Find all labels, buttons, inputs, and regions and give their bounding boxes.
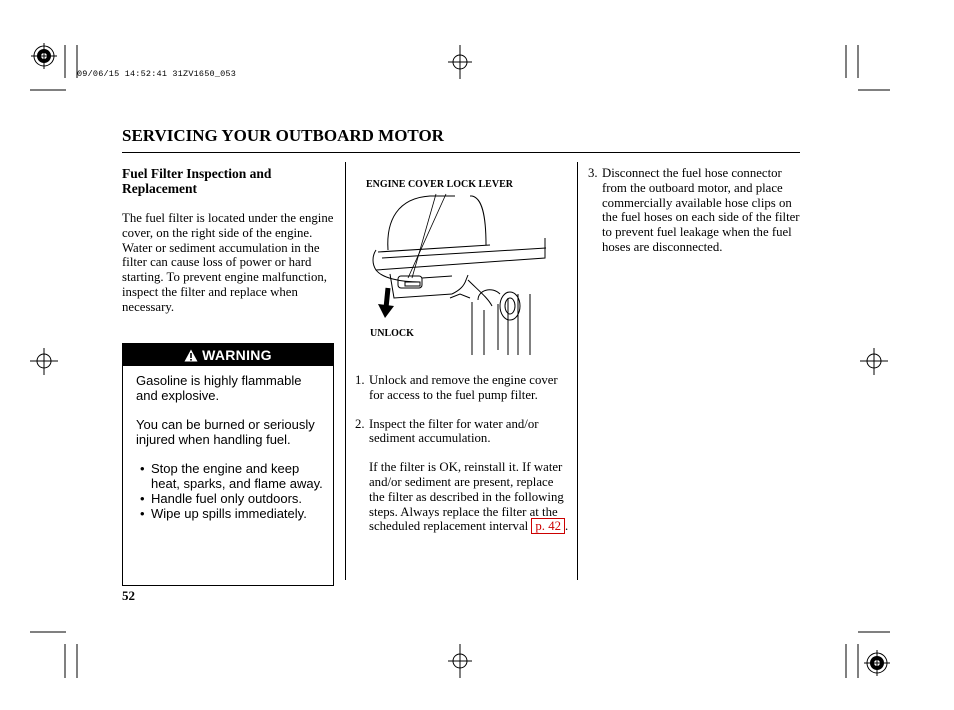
- column-divider-left: [345, 162, 346, 580]
- warning-body: [123, 366, 333, 521]
- warning-box: [122, 343, 334, 586]
- warning-bullet: • Stop the engine and keep heat, sparks, and flame away.: [136, 461, 323, 491]
- step-text: Unlock and remove the engine cover for access to the fuel pump filter.: [369, 373, 558, 402]
- warning-bullet: • Wipe up spills immediately.: [136, 506, 323, 521]
- section-title: SERVICING YOUR OUTBOARD MOTOR: [122, 126, 444, 145]
- figure-label-unlock: UNLOCK: [370, 328, 414, 339]
- step-detail: [355, 460, 570, 534]
- page-reference-link[interactable]: p. 42: [531, 518, 565, 534]
- warning-paragraph-1: Gasoline is highly flammable and explosive.: [136, 373, 302, 403]
- page-number: 52: [122, 588, 135, 603]
- print-stamp: 09/06/15 14:52:41 31ZV1650_053: [77, 69, 237, 79]
- warning-bullet-list: [136, 461, 323, 521]
- intro-text: [122, 211, 334, 315]
- step-item: [588, 166, 803, 255]
- crosshair-right-icon: [860, 348, 888, 375]
- crosshair-bottom-icon: [448, 644, 472, 678]
- warning-label: WARNING: [202, 347, 272, 363]
- steps-list: [355, 373, 570, 534]
- step-detail-text: If the filter is OK, reinstall it. If water and/or sediment are present, replace the filter as described in the following steps. Always replace the filter at the scheduled replacement interval: [369, 460, 564, 534]
- figure-label-lever: ENGINE COVER LOCK LEVER: [366, 179, 513, 190]
- starburst-target-bottom-right-icon: [864, 650, 890, 676]
- step-text: Disconnect the fuel hose connector from the outboard motor, and place commercially available hose clips on the fuel hoses on each side of the filter to prevent fuel leakage when the fuel hoses are disconnected.: [602, 166, 800, 254]
- warning-paragraph-2: You can be burned or seriously injured when handling fuel.: [136, 417, 315, 447]
- step-number: 1.: [355, 373, 365, 387]
- warning-header: [123, 344, 333, 366]
- column-divider-right: [577, 162, 578, 580]
- starburst-target-top-left-icon: [31, 43, 57, 69]
- intro-paragraph-2: Water or sediment accumulation in the filter can cause loss of power or hard starting. To prevent engine malfunction, inspect the filter and replace when necessary.: [122, 240, 327, 314]
- subsection-heading: Fuel Filter Inspection and Replacement: [122, 166, 272, 196]
- step-number: 3.: [588, 166, 598, 180]
- step-text: Inspect the filter for water and/or sediment accumulation.: [369, 416, 539, 446]
- warning-bullet: • Handle fuel only outdoors.: [136, 491, 323, 506]
- step-item: [355, 417, 570, 447]
- crosshair-top-icon: [448, 45, 472, 79]
- step-detail-end: .: [564, 519, 569, 534]
- header-rule: [122, 152, 800, 153]
- step-number: 2.: [355, 416, 365, 431]
- unlock-arrow-icon: [378, 288, 394, 318]
- warning-triangle-icon: [184, 349, 198, 362]
- steps-list-continued: [588, 166, 803, 255]
- intro-paragraph-1: The fuel filter is located under the engine cover, on the right side of the engine.: [122, 211, 334, 240]
- step-item: [355, 373, 570, 403]
- crosshair-left-icon: [30, 348, 58, 375]
